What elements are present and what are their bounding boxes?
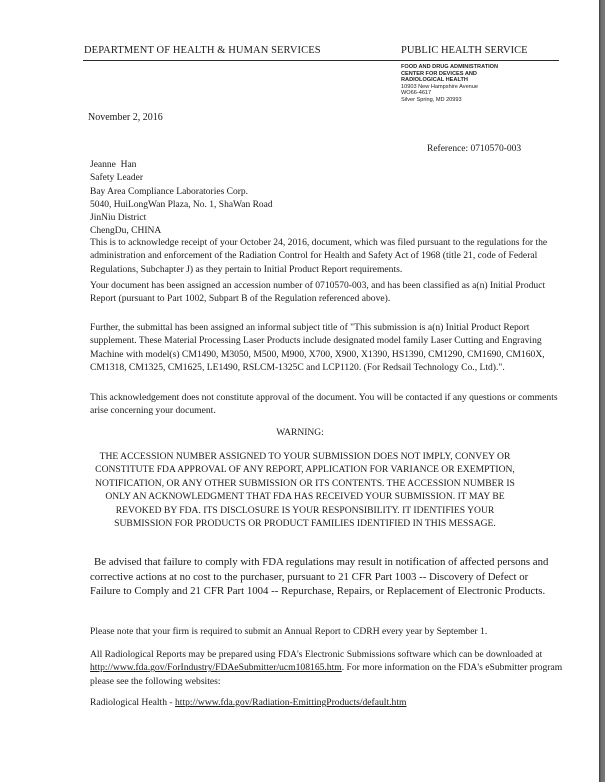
agency-line: FOOD AND DRUG ADMINISTRATION [401, 64, 499, 70]
recipient-address [90, 159, 273, 239]
esubmitter-download-link[interactable]: http://www.fda.gov/ForIndustry/FDAeSubmitter/ucm108165.htm [90, 662, 342, 674]
reference-number: Reference: 0710570-003 [427, 144, 522, 154]
recipient-company: Bay Area Compliance Laboratories Corp. [90, 186, 249, 197]
radiological-health-label: Radiological Health - [90, 697, 175, 708]
service-heading: PUBLIC HEALTH SERVICE [401, 45, 528, 56]
header-divider [83, 60, 559, 61]
radiological-health-link[interactable]: http://www.fda.gov/Radiation-EmittingProducts/default.htm [175, 697, 407, 708]
recipient-street: 5040, HuiLongWan Plaza, No. 1, ShaWan Road [90, 199, 273, 210]
esubmitter-paragraph [90, 648, 570, 688]
recipient-title: Safety Leader [90, 173, 144, 184]
compliance-paragraph: Be advised that failure to comply with FDA regulations may result in notification of affected persons and corrective actions at no cost to the purchaser, pursuant to 21 CFR Part 1003 -- Discovery of Defect or Failure to Comply and 21 CFR Part 1004 -- Repurchase, Repairs, or Replacement of Electronic Products. [90, 556, 549, 597]
agency-address-line: WO66-4617 [401, 90, 432, 97]
annual-report-paragraph: Please note that your firm is required to submit an Annual Report to CDRH every year by September 1. [90, 626, 488, 637]
letter-date: November 2, 2016 [88, 112, 163, 123]
agency-line: RADIOLOGICAL HEALTH [401, 77, 468, 84]
accession-paragraph: Your document has been assigned an accession number of 0710570-003, and has been classified as a(n) Initial Product Report (pursuant to Part 1002, Subpart B of the Regulation referenced above). [90, 280, 546, 305]
esubmitter-text-after: . For more information on the FDA's eSubmitter program please see the following websites: [90, 662, 563, 687]
esubmitter-text-before: All Radiological Reports may be prepared using FDA's Electronic Submissions software which can be downloaded at [90, 649, 543, 660]
agency-address-block [401, 64, 498, 104]
acknowledgement-paragraph: This is to acknowledge receipt of your October 24, 2016, document, which was filed pursuant to the regulations for the administration and enforcement of the Radiation Control for Health and Safety Act of 1968 (title 21, code of Federal Regulations, Subchapter J) as they pertain to Initial Product Report requirements. [90, 237, 548, 275]
department-heading: DEPARTMENT OF HEALTH & HUMAN SERVICES [84, 45, 321, 56]
subject-title-paragraph: Further, the submittal has been assigned an informal subject title of "This submission is a(n) Initial Product Report supplement. These Material Processing Laser Products include designated model family Laser Cutting and Engraving Machine with model(s) CM1490, M3050, M500, M900, X700, X900, X1390, HS1390, CM1290, CM1690, CM160X, CM1318, CM1325, CM1625, LE1490, RSLCM-1325C and LCP1120. (For Redsail Technology Co., Ltd).". [90, 322, 545, 373]
no-approval-paragraph: This acknowledgement does not constitute approval of the document. You will be contacted if any questions or comments arise concerning your document. [90, 392, 558, 417]
agency-address-line: 10903 New Hampshire Avenue [401, 83, 479, 90]
recipient-name: Jeanne Han [90, 160, 137, 170]
radiological-health-paragraph [90, 696, 570, 709]
recipient-city: ChengDu, CHINA [90, 226, 162, 237]
viewer-scrollbar[interactable] [599, 0, 605, 782]
warning-heading: WARNING: [276, 428, 324, 438]
recipient-district: JinNiu District [90, 213, 147, 224]
agency-line: CENTER FOR DEVICES AND [401, 70, 477, 77]
warning-text: THE ACCESSION NUMBER ASSIGNED TO YOUR SUBMISSION DOES NOT IMPLY, CONVEY OR CONSTITUTE FDA APPROVAL OF ANY REPORT, APPLICATION FOR VARIANCE OR EXEMPTION, NOTIFICATION, OR ANY OTHER SUBMISSION OR ITS CONTENTS. THE ACCESSION NUMBER IS ONLY AN ACKNOWLEDGMENT THAT FDA HAS RECEIVED YOUR SUBMISSION. IT MAY BE REVOKED BY FDA. ITS DISCLOSURE IS YOUR RESPONSIBILITY. IT IDENTIFIES YOUR SUBMISSION FOR PRODUCTS OR PRODUCT FAMILIES IDENTIFIED IN THIS MESSAGE. [95, 451, 515, 530]
agency-address-line: Silver Spring, MD 20993 [401, 96, 462, 103]
